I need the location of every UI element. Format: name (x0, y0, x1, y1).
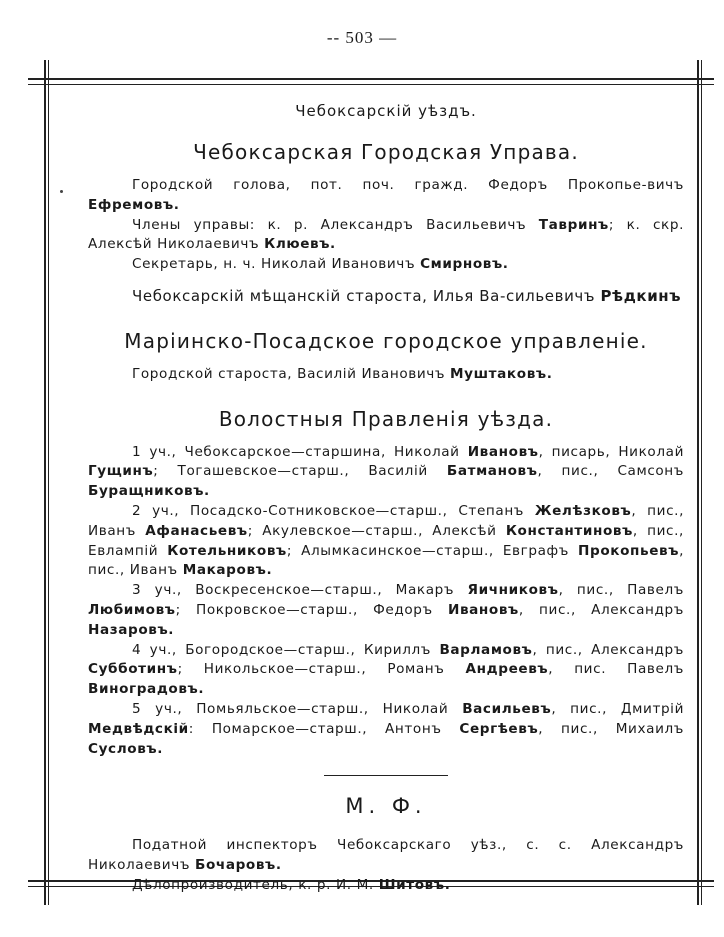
person-name: Назаровъ. (88, 621, 175, 638)
volost-district-4 (88, 641, 684, 700)
person-name: Ефремовъ. (88, 196, 180, 213)
right-rule (697, 60, 699, 905)
person-name: Любимовъ (88, 601, 176, 618)
person-name: Субботинъ (88, 661, 178, 678)
secretary-entry (88, 255, 684, 275)
entry-text: ; Акулевское—старш., Алексѣй (247, 522, 506, 539)
mariinsko-title: Маріинско-Посадское городское управленіе. (124, 328, 648, 353)
person-name: Макаровъ. (182, 562, 273, 579)
person-name: Прокопьевъ (578, 542, 680, 559)
person-name: Смирновъ. (420, 256, 509, 273)
entry-text: 2 уч., Посадско-Сотниковское—старш., Степанъ (132, 502, 535, 519)
entry-text: ; к. скр. Алексѣй Николаевичъ (88, 216, 684, 253)
person-name: Виноградовъ. (88, 681, 205, 698)
entry-text: , пис., Александръ (518, 601, 684, 618)
mf-title: М. Ф. (345, 794, 427, 819)
page-number: -- 503 — (326, 28, 398, 47)
entry-text: Чебоксарскій мѣщанскій староста, Илья Ва-сильевичъ (132, 286, 601, 305)
entry-text: , писарь, Николай (538, 443, 684, 460)
person-name: Сусловъ. (88, 740, 163, 757)
person-name: Константиновъ (505, 522, 633, 539)
city-council-title: Чебоксарская Городская Управа. (193, 140, 579, 164)
volost-title: Волостныя Правленія уѣзда. (218, 406, 554, 431)
entry-text: ; Никольское—старш., Романъ (177, 661, 466, 678)
burgher-elder-entry (88, 287, 684, 307)
left-rule-inner (48, 60, 49, 905)
margin-mark (60, 190, 63, 193)
volost-district-5 (88, 700, 684, 759)
entry-text: 1 уч., Чебоксарское—старшина, Николай (132, 443, 468, 460)
left-rule (44, 60, 46, 905)
entry-text: , пис., Иванъ (88, 542, 684, 579)
entry-text: 5 уч., Помьяльское—старш., Николай (132, 700, 463, 717)
volost-district-3 (88, 581, 684, 640)
tax-inspector-entry (88, 836, 684, 876)
entry-text: , пис., Михаилъ (538, 720, 684, 737)
entry-text: Городской староста, Василій Ивановичъ (132, 365, 451, 382)
person-name: Батмановъ (446, 463, 538, 480)
volost-district-2 (88, 502, 684, 581)
city-head-entry (88, 176, 684, 216)
page-content (88, 100, 684, 896)
person-name: Рѣдкинъ (600, 286, 682, 305)
person-name: Афанасьевъ (145, 522, 248, 539)
person-name: Сергѣевъ (459, 720, 539, 737)
person-name: Варламовъ (439, 641, 533, 658)
top-rule (28, 78, 714, 80)
entry-text: 3 уч., Воскресенское—старш., Макаръ (132, 582, 468, 599)
entry-text: ; Тогашевское—старш., Василій (153, 463, 447, 480)
person-name: Васильевъ (462, 700, 552, 717)
entry-text: , пис. Павелъ (548, 661, 684, 678)
person-name: Котельниковъ (167, 542, 287, 559)
entry-text: , пис., Павелъ (558, 582, 684, 599)
entry-text: ; Покровское—старш., Федоръ (175, 601, 448, 618)
person-name: Яичниковъ (467, 582, 559, 599)
person-name: Ивановъ (467, 443, 539, 460)
entry-text: , пис., Евлампій (88, 522, 684, 559)
person-name: Бочаровъ. (194, 857, 282, 874)
top-rule-inner (28, 84, 714, 85)
person-name: Тавринъ (538, 216, 609, 233)
entry-text: Члены управы: к. р. Александръ Васильевичъ (132, 216, 539, 233)
entry-text: Городской голова, пот. поч. гражд. Федоръ Прокопье-вичъ (132, 177, 684, 193)
entry-text: , пис., Дмитрій (551, 700, 684, 717)
entry-text: ; Алымкасинское—старш., Евграфъ (286, 542, 579, 559)
person-name: Андреевъ (465, 661, 549, 678)
clerk-entry (88, 876, 684, 896)
person-name: Муштаковъ. (450, 365, 553, 382)
person-name: Желѣзковъ (534, 502, 632, 519)
entry-text: Дѣлопроизводитель, к. р. И. М. (132, 876, 379, 893)
entry-text: , пис., Самсонъ (537, 463, 684, 480)
entry-text: 4 уч., Богородское—старш., Кириллъ (132, 641, 440, 658)
entry-text: , пис., Иванъ (88, 502, 684, 539)
volost-district-1 (88, 443, 684, 502)
entry-text: Секретарь, н. ч. Николай Ивановичъ (132, 256, 421, 273)
person-name: Буращниковъ. (88, 483, 210, 500)
person-name: Клюевъ. (264, 236, 336, 253)
entry-text: Податной инспекторъ Чебоксарскаго уѣз., с. с. Александръ Николаевичъ (88, 837, 684, 874)
section-separator (324, 775, 448, 776)
person-name: Ивановъ (447, 601, 519, 618)
entry-text: : Помарское—старш., Антонъ (188, 720, 460, 737)
mariinsko-elder-entry (88, 365, 684, 385)
person-name: Шитовъ. (378, 876, 451, 893)
right-rule-inner (701, 60, 702, 905)
person-name: Медвѣдскій (88, 720, 189, 737)
district-heading: Чебоксарскій уѣздъ. (295, 102, 477, 120)
entry-text: , пис., Александръ (532, 641, 684, 658)
person-name: Гущинъ (88, 463, 154, 480)
council-members-entry (88, 216, 684, 256)
